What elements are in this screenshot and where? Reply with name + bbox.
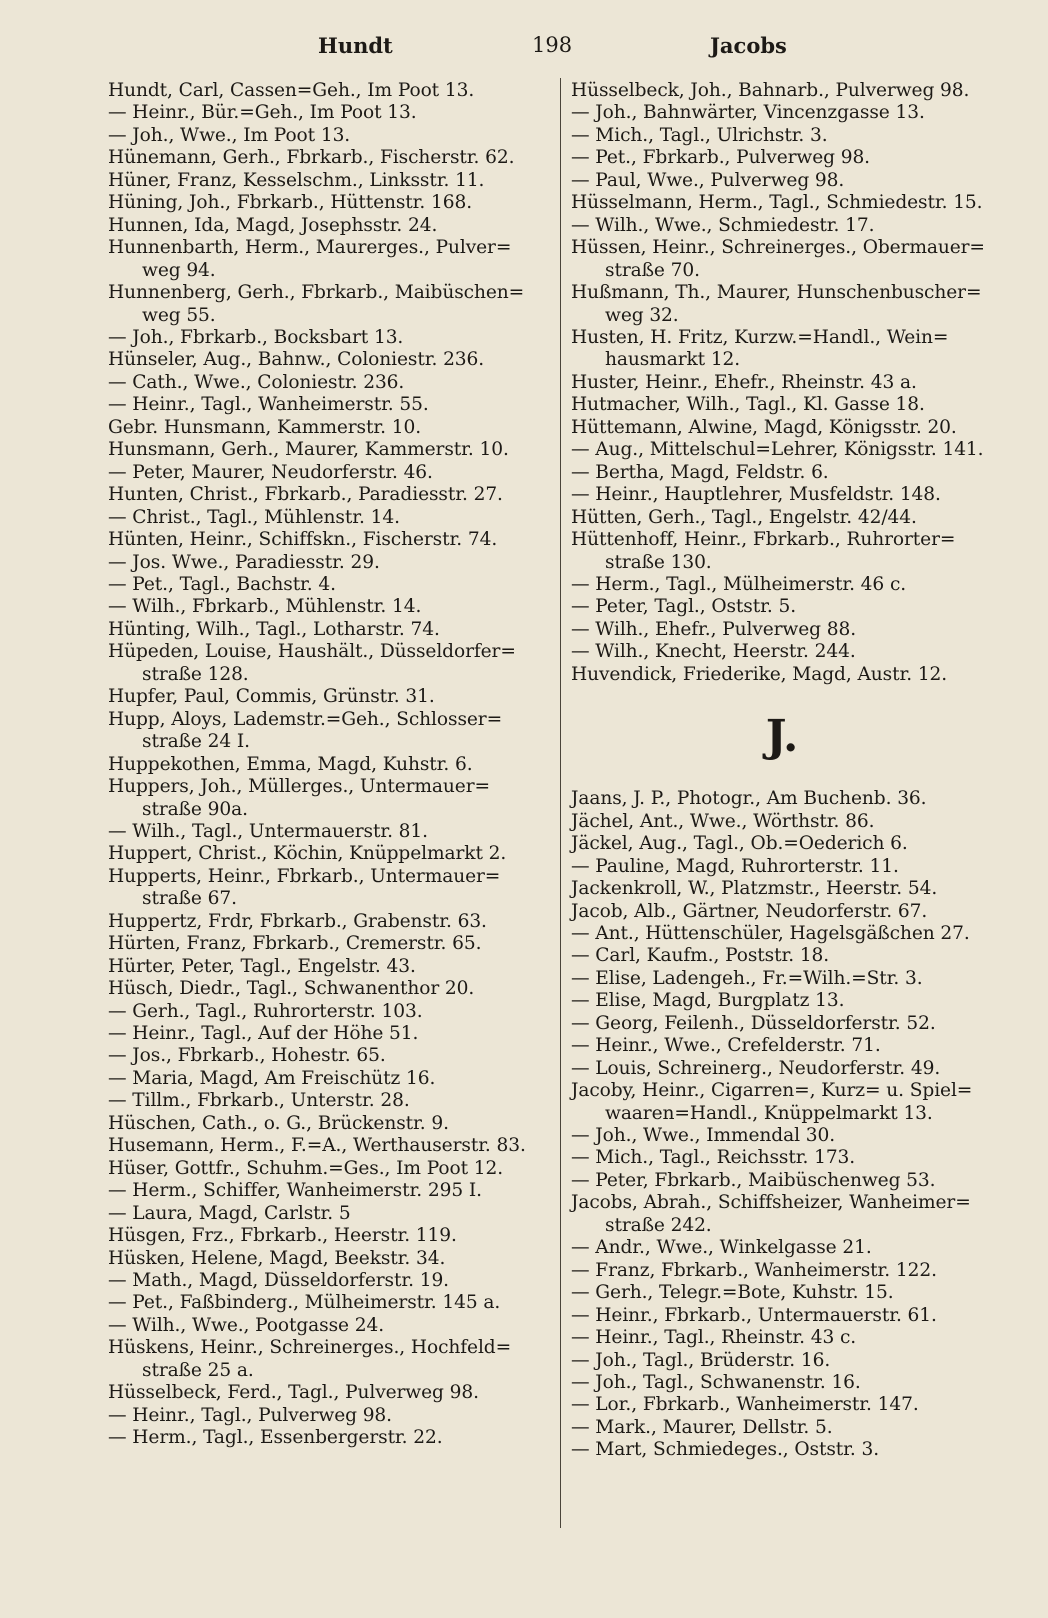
directory-entry xyxy=(571,1260,1013,1282)
directory-entry xyxy=(108,596,548,618)
directory-entry xyxy=(571,147,1013,169)
directory-entry xyxy=(571,811,1013,833)
directory-entry xyxy=(108,1315,548,1337)
entry-text: — Ant., Hüttenschüler, Hagelsgäßchen 27. xyxy=(571,922,970,944)
entry-text: Hunnenbarth, Herm., Maurerges., Pulver= xyxy=(108,237,512,259)
entry-text: Hürten, Franz, Fbrkarb., Cremerstr. 65. xyxy=(108,933,482,955)
directory-entry xyxy=(571,417,1013,439)
entry-text: Hüsselmann, Herm., Tagl., Schmiedestr. 15. xyxy=(571,192,983,214)
directory-entry xyxy=(571,80,1013,102)
entry-text: — Elise, Magd, Burgplatz 13. xyxy=(571,990,845,1012)
right-column-j-entries xyxy=(571,788,1013,1462)
directory-entry xyxy=(571,1147,1013,1169)
directory-entry xyxy=(108,529,548,551)
directory-entry xyxy=(571,462,1013,484)
entry-text: Hüskens, Heinr., Schreinerges., Hochfeld= xyxy=(108,1337,512,1359)
entry-text: — Bertha, Magd, Feldstr. 6. xyxy=(571,461,829,483)
entry-text: — Heinr., Tagl., Pulverweg 98. xyxy=(108,1404,392,1426)
directory-entry xyxy=(108,933,548,955)
directory-entry xyxy=(571,327,1013,372)
directory-entry xyxy=(108,821,548,843)
entry-text: Hüsch, Diedr., Tagl., Schwanenthor 20. xyxy=(108,978,475,1000)
entry-text: — Carl, Kaufm., Poststr. 18. xyxy=(571,945,830,967)
entry-text: — Elise, Ladengeh., Fr.=Wilh.=Str. 3. xyxy=(571,967,923,989)
directory-entry xyxy=(108,1001,548,1023)
entry-continuation: straße 24 I. xyxy=(142,731,250,753)
directory-entry xyxy=(571,990,1013,1012)
entry-text: Hüsselbeck, Ferd., Tagl., Pulverweg 98. xyxy=(108,1382,479,1404)
entry-text: — Joh., Bahnwärter, Vincenzgasse 13. xyxy=(571,102,925,124)
entry-continuation: weg 32. xyxy=(605,304,679,326)
directory-entry xyxy=(108,147,548,169)
directory-entry xyxy=(571,1192,1013,1237)
directory-entry xyxy=(571,282,1013,327)
entry-continuation: waaren=Handl., Knüppelmarkt 13. xyxy=(605,1102,933,1124)
entry-continuation: straße 70. xyxy=(605,259,700,281)
entry-text: Hüssen, Heinr., Schreinerges., Obermauer= xyxy=(571,237,985,259)
directory-entry xyxy=(571,1327,1013,1349)
directory-entry xyxy=(571,878,1013,900)
entry-text: Huppertz, Frdr, Fbrkarb., Grabenstr. 63. xyxy=(108,910,487,932)
entry-text: — Wilh., Ehefr., Pulverweg 88. xyxy=(571,618,857,640)
entry-text: Hupperts, Heinr., Fbrkarb., Untermauer= xyxy=(108,865,501,887)
entry-continuation: hausmarkt 12. xyxy=(605,349,741,371)
directory-entry xyxy=(108,327,548,349)
directory-entry xyxy=(108,484,548,506)
entry-continuation: straße 128. xyxy=(142,663,249,685)
directory-entry xyxy=(571,1282,1013,1304)
entry-continuation: straße 90a. xyxy=(142,798,248,820)
directory-entry xyxy=(571,596,1013,618)
entry-text: Jaans, J. P., Photogr., Am Buchenb. 36. xyxy=(571,788,927,810)
directory-entry xyxy=(571,1058,1013,1080)
entry-text: — Herm., Schiffer, Wanheimerstr. 295 I. xyxy=(108,1180,482,1202)
entry-text: Hünseler, Aug., Bahnw., Coloniestr. 236. xyxy=(108,349,485,371)
entry-text: — Pet., Tagl., Bachstr. 4. xyxy=(108,573,336,595)
entry-text: — Pet., Fbrkarb., Pulverweg 98. xyxy=(571,147,870,169)
directory-entry xyxy=(108,552,548,574)
entry-text: — Math., Magd, Düsseldorferstr. 19. xyxy=(108,1270,449,1292)
directory-entry xyxy=(108,619,548,641)
directory-entry xyxy=(108,1248,548,1270)
directory-entry xyxy=(571,125,1013,147)
directory-entry xyxy=(571,1013,1013,1035)
page-number: 198 xyxy=(532,33,573,57)
directory-entry xyxy=(571,394,1013,416)
entry-text: — Pauline, Magd, Ruhrorterstr. 11. xyxy=(571,855,899,877)
entry-continuation: straße 25 a. xyxy=(142,1359,254,1381)
entry-text: — Heinr., Wwe., Crefelderstr. 71. xyxy=(571,1035,881,1057)
entry-continuation: weg 94. xyxy=(142,259,216,281)
entry-text: — Cath., Wwe., Coloniestr. 236. xyxy=(108,371,405,393)
directory-entry xyxy=(108,282,548,327)
directory-entry xyxy=(108,237,548,282)
entry-text: — Georg, Feilenh., Düsseldorferstr. 52. xyxy=(571,1012,936,1034)
directory-entry xyxy=(108,1405,548,1427)
entry-text: Hüschen, Cath., o. G., Brückenstr. 9. xyxy=(108,1112,449,1134)
directory-entry xyxy=(108,776,548,821)
entry-text: — Joh., Tagl., Brüderstr. 16. xyxy=(571,1349,831,1371)
directory-entry xyxy=(108,1225,548,1247)
entry-text: — Heinr., Hauptlehrer, Musfeldstr. 148. xyxy=(571,484,941,506)
directory-entry xyxy=(108,866,548,911)
directory-entry xyxy=(108,641,548,686)
directory-entry xyxy=(108,911,548,933)
directory-entry xyxy=(108,417,548,439)
directory-entry xyxy=(571,439,1013,461)
directory-entry xyxy=(571,788,1013,810)
directory-entry xyxy=(571,968,1013,990)
directory-entry xyxy=(108,1292,548,1314)
directory-entry xyxy=(571,856,1013,878)
directory-entry xyxy=(571,507,1013,529)
entry-text: — Mart, Schmiedeges., Oststr. 3. xyxy=(571,1439,880,1461)
entry-text: — Christ., Tagl., Mühlenstr. 14. xyxy=(108,506,400,528)
section-letter-heading: J. xyxy=(765,711,799,763)
directory-entry xyxy=(108,978,548,1000)
directory-entry xyxy=(108,686,548,708)
directory-entry xyxy=(108,1270,548,1292)
directory-entry xyxy=(108,394,548,416)
directory-entry xyxy=(571,619,1013,641)
entry-text: — Gerh., Telegr.=Bote, Kuhstr. 15. xyxy=(571,1282,894,1304)
directory-entry xyxy=(571,945,1013,967)
entry-text: — Mark., Maurer, Dellstr. 5. xyxy=(571,1416,833,1438)
directory-entry xyxy=(571,192,1013,214)
entry-text: — Wilh., Tagl., Untermauerstr. 81. xyxy=(108,820,428,842)
left-column xyxy=(108,80,548,1450)
entry-text: Hünemann, Gerh., Fbrkarb., Fischerstr. 62. xyxy=(108,147,515,169)
running-head-left: Hundt xyxy=(318,33,393,58)
directory-entry xyxy=(108,1113,548,1135)
directory-entry xyxy=(571,102,1013,124)
entry-text: Gebr. Hunsmann, Kammerstr. 10. xyxy=(108,416,422,438)
entry-text: — Paul, Wwe., Pulverweg 98. xyxy=(571,169,845,191)
directory-entry xyxy=(571,372,1013,394)
directory-entry xyxy=(108,349,548,371)
entry-text: Huster, Heinr., Ehefr., Rheinstr. 43 a. xyxy=(571,371,917,393)
entry-text: — Joh., Fbrkarb., Bocksbart 13. xyxy=(108,326,404,348)
page-header xyxy=(0,33,1048,63)
directory-entry xyxy=(571,1394,1013,1416)
directory-entry xyxy=(571,1080,1013,1125)
running-head-right: Jacobs xyxy=(710,33,787,58)
entry-text: — Herm., Tagl., Mülheimerstr. 46 c. xyxy=(571,573,907,595)
entry-text: Hüser, Gottfr., Schuhm.=Ges., Im Poot 12. xyxy=(108,1157,504,1179)
entry-text: Hüttemann, Alwine, Magd, Königsstr. 20. xyxy=(571,416,957,438)
entry-text: Jäckel, Aug., Tagl., Ob.=Oederich 6. xyxy=(571,833,908,855)
entry-text: — Heinr., Tagl., Wanheimerstr. 55. xyxy=(108,394,429,416)
entry-text: Husten, H. Fritz, Kurzw.=Handl., Wein= xyxy=(571,326,949,348)
entry-text: — Peter, Fbrkarb., Maibüschenweg 53. xyxy=(571,1169,936,1191)
entry-text: Hunsmann, Gerh., Maurer, Kammerstr. 10. xyxy=(108,439,509,461)
directory-entry xyxy=(571,923,1013,945)
entry-text: — Peter, Maurer, Neudorferstr. 46. xyxy=(108,461,433,483)
entry-text: Hünting, Wilh., Tagl., Lotharstr. 74. xyxy=(108,618,440,640)
directory-entry xyxy=(108,462,548,484)
entry-text: Hundt, Carl, Cassen=Geh., Im Poot 13. xyxy=(108,80,475,101)
directory-entry xyxy=(108,1045,548,1067)
entry-text: Huvendick, Friederike, Magd, Austr. 12. xyxy=(571,663,948,685)
directory-entry xyxy=(108,956,548,978)
entry-text: — Heinr., Bür.=Geh., Im Poot 13. xyxy=(108,102,417,124)
entry-text: — Wilh., Knecht, Heerstr. 244. xyxy=(571,641,856,663)
directory-entry xyxy=(571,641,1013,663)
directory-entry xyxy=(108,1068,548,1090)
directory-entry xyxy=(108,80,548,102)
entry-text: — Franz, Fbrkarb., Wanheimerstr. 122. xyxy=(571,1259,937,1281)
directory-entry xyxy=(108,1382,548,1404)
entry-text: — Mich., Tagl., Reichsstr. 173. xyxy=(571,1147,856,1169)
directory-entry xyxy=(571,1439,1013,1461)
entry-text: Hüpeden, Louise, Haushält., Düsseldorfer= xyxy=(108,641,516,663)
entry-text: — Jos. Wwe., Paradiesstr. 29. xyxy=(108,551,380,573)
entry-text: Husemann, Herm., F.=A., Werthauserstr. 83. xyxy=(108,1135,526,1157)
entry-text: — Jos., Fbrkarb., Hohestr. 65. xyxy=(108,1045,386,1067)
entry-text: — Mich., Tagl., Ulrichstr. 3. xyxy=(571,124,828,146)
entry-text: Hunten, Christ., Fbrkarb., Paradiesstr. 27. xyxy=(108,484,503,506)
entry-text: Hupp, Aloys, Lademstr.=Geh., Schlosser= xyxy=(108,708,503,730)
directory-entry xyxy=(571,1305,1013,1327)
entry-text: Hunnenberg, Gerh., Fbrkarb., Maibüschen= xyxy=(108,282,525,304)
directory-entry xyxy=(571,1125,1013,1147)
entry-text: — Wilh., Wwe., Pootgasse 24. xyxy=(108,1314,385,1336)
entry-text: — Joh., Wwe., Im Poot 13. xyxy=(108,124,351,146)
entry-text: Jacobs, Abrah., Schiffsheizer, Wanheimer= xyxy=(571,1192,971,1214)
directory-entry xyxy=(571,574,1013,596)
directory-entry xyxy=(108,709,548,754)
directory-entry xyxy=(108,1203,548,1225)
directory-entry xyxy=(108,192,548,214)
entry-text: Hünten, Heinr., Schiffskn., Fischerstr. 74. xyxy=(108,529,498,551)
directory-entry xyxy=(571,1417,1013,1439)
directory-entry xyxy=(108,102,548,124)
entry-text: — Pet., Faßbinderg., Mülheimerstr. 145 a. xyxy=(108,1292,501,1314)
directory-entry xyxy=(108,1135,548,1157)
right-column-h-entries xyxy=(571,80,1013,686)
directory-entry xyxy=(108,439,548,461)
directory-entry xyxy=(571,215,1013,237)
entry-text: — Wilh., Fbrkarb., Mühlenstr. 14. xyxy=(108,596,422,618)
entry-text: Hütten, Gerh., Tagl., Engelstr. 42/44. xyxy=(571,506,917,528)
entry-text: Hüner, Franz, Kesselschm., Linksstr. 11. xyxy=(108,169,485,191)
entry-text: Hutmacher, Wilh., Tagl., Kl. Gasse 18. xyxy=(571,394,925,416)
directory-entry xyxy=(108,372,548,394)
directory-entry xyxy=(108,1337,548,1382)
entry-text: — Herm., Tagl., Essenbergerstr. 22. xyxy=(108,1427,443,1449)
entry-text: — Heinr., Fbrkarb., Untermauerstr. 61. xyxy=(571,1304,937,1326)
entry-text: Hupfer, Paul, Commis, Grünstr. 31. xyxy=(108,686,435,708)
directory-entry xyxy=(108,1158,548,1180)
entry-text: — Peter, Tagl., Oststr. 5. xyxy=(571,596,797,618)
directory-entry xyxy=(571,664,1013,686)
entry-text: — Andr., Wwe., Winkelgasse 21. xyxy=(571,1237,872,1259)
entry-text: — Aug., Mittelschul=Lehrer, Königsstr. 141. xyxy=(571,439,984,461)
entry-continuation: straße 130. xyxy=(605,551,712,573)
entry-text: — Lor., Fbrkarb., Wanheimerstr. 147. xyxy=(571,1394,919,1416)
directory-entry xyxy=(571,901,1013,923)
column-divider xyxy=(560,78,561,1528)
entry-text: — Laura, Magd, Carlstr. 5 xyxy=(108,1202,351,1224)
directory-entry xyxy=(571,1372,1013,1394)
directory-entry xyxy=(108,170,548,192)
entry-text: Huppert, Christ., Köchin, Knüppelmarkt 2. xyxy=(108,843,507,865)
directory-entry xyxy=(108,507,548,529)
directory-entry xyxy=(571,170,1013,192)
entry-text: — Heinr., Tagl., Rheinstr. 43 c. xyxy=(571,1327,857,1349)
entry-text: Hüsgen, Frz., Fbrkarb., Heerstr. 119. xyxy=(108,1225,457,1247)
directory-entry xyxy=(108,215,548,237)
directory-entry xyxy=(571,1350,1013,1372)
entry-text: — Joh., Tagl., Schwanenstr. 16. xyxy=(571,1372,861,1394)
directory-entry xyxy=(108,574,548,596)
directory-entry xyxy=(571,484,1013,506)
entry-text: Hüsken, Helene, Magd, Beekstr. 34. xyxy=(108,1247,446,1269)
right-column xyxy=(571,80,1013,1462)
directory-entry xyxy=(571,1170,1013,1192)
entry-text: — Louis, Schreinerg., Neudorferstr. 49. xyxy=(571,1057,941,1079)
directory-entry xyxy=(108,1090,548,1112)
entry-text: Hüsselbeck, Joh., Bahnarb., Pulverweg 98. xyxy=(571,80,970,101)
directory-entry xyxy=(571,1035,1013,1057)
entry-text: Hußmann, Th., Maurer, Hunschenbuscher= xyxy=(571,282,982,304)
entry-text: — Wilh., Wwe., Schmiedestr. 17. xyxy=(571,214,875,236)
directory-entry xyxy=(108,754,548,776)
directory-entry xyxy=(571,833,1013,855)
entry-text: Hunnen, Ida, Magd, Josephsstr. 24. xyxy=(108,214,438,236)
entry-continuation: straße 67. xyxy=(142,888,237,910)
directory-entry xyxy=(108,843,548,865)
entry-text: — Heinr., Tagl., Auf der Höhe 51. xyxy=(108,1023,419,1045)
entry-continuation: weg 55. xyxy=(142,304,216,326)
directory-entry xyxy=(571,1237,1013,1259)
entry-continuation: straße 242. xyxy=(605,1214,712,1236)
directory-entry xyxy=(108,1427,548,1449)
entry-text: Hüning, Joh., Fbrkarb., Hüttenstr. 168. xyxy=(108,192,473,214)
entry-text: — Tillm., Fbrkarb., Unterstr. 28. xyxy=(108,1090,410,1112)
directory-entry xyxy=(108,125,548,147)
entry-text: — Gerh., Tagl., Ruhrorterstr. 103. xyxy=(108,1000,423,1022)
entry-text: Huppekothen, Emma, Magd, Kuhstr. 6. xyxy=(108,753,473,775)
entry-text: — Joh., Wwe., Immendal 30. xyxy=(571,1125,836,1147)
directory-entry xyxy=(571,529,1013,574)
entry-text: — Maria, Magd, Am Freischütz 16. xyxy=(108,1067,436,1089)
entry-text: Hüttenhoff, Heinr., Fbrkarb., Ruhrorter= xyxy=(571,529,956,551)
entry-text: Jackenkroll, W., Platzmstr., Heerstr. 54. xyxy=(571,878,938,900)
entry-text: Jächel, Ant., Wwe., Wörthstr. 86. xyxy=(571,810,875,832)
directory-entry xyxy=(108,1180,548,1202)
entry-text: Huppers, Joh., Müllerges., Untermauer= xyxy=(108,776,490,798)
entry-text: Jacoby, Heinr., Cigarren=, Kurz= u. Spiel= xyxy=(571,1080,973,1102)
directory-entry xyxy=(571,237,1013,282)
directory-entry xyxy=(108,1023,548,1045)
entry-text: Hürter, Peter, Tagl., Engelstr. 43. xyxy=(108,955,416,977)
entry-text: Jacob, Alb., Gärtner, Neudorferstr. 67. xyxy=(571,900,928,922)
